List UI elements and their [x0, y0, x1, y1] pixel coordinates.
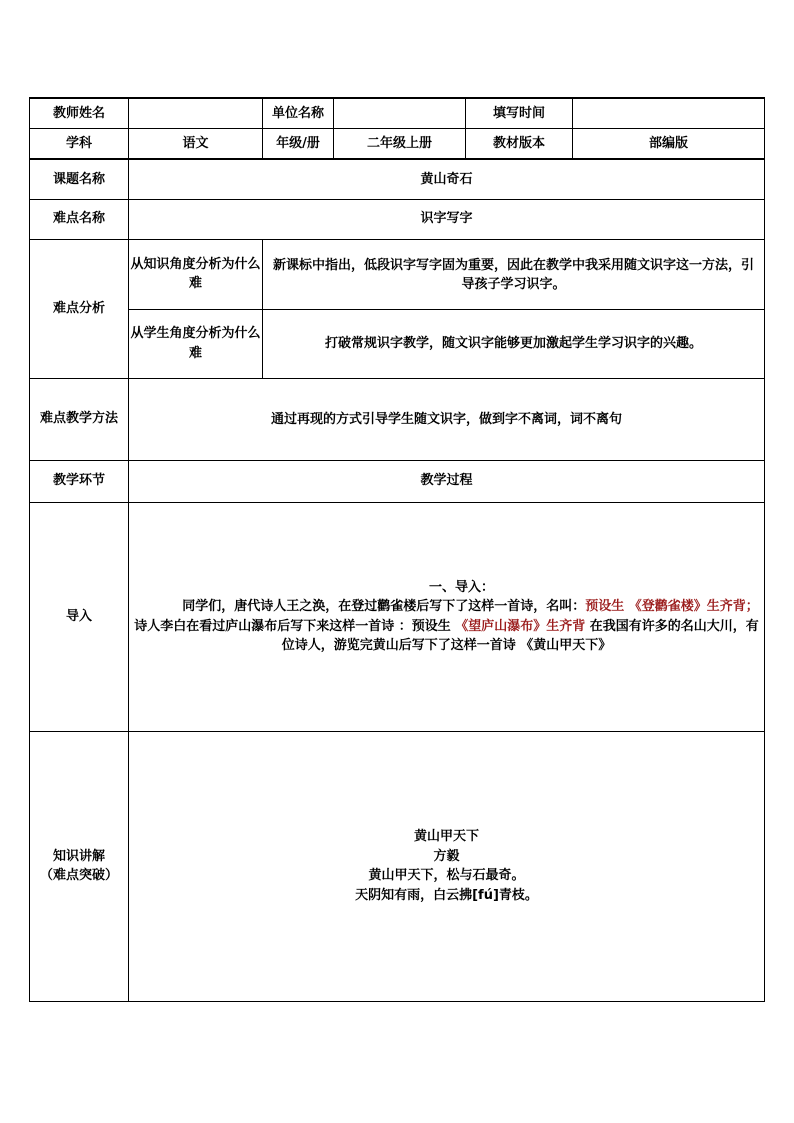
knowledge-label-cell: [30, 731, 129, 1001]
difficulty-row: [30, 199, 765, 239]
intro-red-2: 《望庐山瀑布》生齐背: [455, 618, 586, 634]
lesson-title-row: [30, 159, 765, 199]
analysis-student-row: [30, 309, 765, 378]
student-angle-value: 打破常规识字教学，随文识字能够更加激起学生学习识字的兴趣。: [263, 309, 765, 378]
process-label: 教学过程: [129, 460, 765, 502]
difficulty-label: 难点名称: [30, 199, 129, 239]
intro-label: 导入: [30, 502, 129, 731]
stage-label: 教学环节: [30, 460, 129, 502]
grade-label: 年级/册: [263, 129, 334, 160]
intro-red-1: 预设生 《登鹳雀楼》生齐背；: [585, 599, 759, 614]
teacher-row: [30, 98, 765, 129]
teacher-value: [129, 98, 263, 129]
knowledge-angle-value: [263, 239, 765, 309]
intro-paragraph: [129, 597, 764, 656]
date-value: [573, 98, 765, 129]
edition-label: 教材版本: [466, 129, 573, 160]
analysis-knowledge-row: [30, 239, 765, 309]
knowledge-row: [30, 731, 765, 1001]
date-label: 填写时间: [466, 98, 573, 129]
method-row: [30, 378, 765, 460]
lesson-plan-table: [29, 97, 765, 1002]
poem-line-2: 天阴知有雨，白云拂[fú]青枝。: [355, 887, 538, 903]
poem-author: 方毅: [433, 848, 460, 864]
difficulty-value: 识字写字: [129, 199, 765, 239]
intro-text-1: 同学们，唐代诗人王之涣，在登过鹳雀楼后写下了这样一首诗，名叫：: [182, 599, 586, 614]
poem-title: 黄山甲天下: [413, 829, 479, 844]
intro-heading: 一、导入：: [428, 579, 494, 595]
lesson-title-label: 课题名称: [30, 159, 129, 199]
subject-value: 语文: [129, 129, 263, 160]
subject-label: 学科: [30, 129, 129, 160]
process-header-row: [30, 460, 765, 502]
knowledge-angle-text: 新课标中指出，低段识字写字固为重要，因此在教学中我采用随文识字这一方法，引导孩子学习识字。: [273, 257, 755, 292]
unit-value: [334, 98, 466, 129]
teacher-label: 教师姓名: [30, 98, 129, 129]
knowledge-label: 知识讲解: [52, 848, 105, 864]
grade-value: 二年级上册: [334, 129, 466, 160]
student-angle-label: 从学生角度分析为什么难: [129, 309, 263, 378]
knowledge-sublabel: （难点突破）: [39, 868, 118, 883]
knowledge-angle-label: 从知识角度分析为什么难: [129, 239, 263, 309]
poem-content: [129, 731, 765, 1001]
subject-row: [30, 129, 765, 160]
intro-content: [129, 502, 765, 731]
analysis-label: 难点分析: [30, 239, 129, 378]
intro-text-2: 诗人李白在看过庐山瀑布后写下来这样一首诗 ：预设生: [134, 618, 456, 634]
unit-label: 单位名称: [263, 98, 334, 129]
edition-value: 部编版: [573, 129, 765, 160]
lesson-title-value: 黄山奇石: [129, 159, 765, 199]
intro-text-3: 在我国有许多的名山大川，有位诗人，游览完黄山后写下了这样一首诗 《黄山甲天下》: [281, 618, 759, 653]
method-value: [129, 378, 765, 460]
method-label: 难点教学方法: [30, 378, 129, 460]
intro-row: [30, 502, 765, 731]
poem-line-1: 黄山甲天下，松与石最奇。: [368, 868, 525, 883]
method-text: 通过再现的方式引导学生随文识字，做到字不离词，词不离句: [270, 412, 622, 428]
